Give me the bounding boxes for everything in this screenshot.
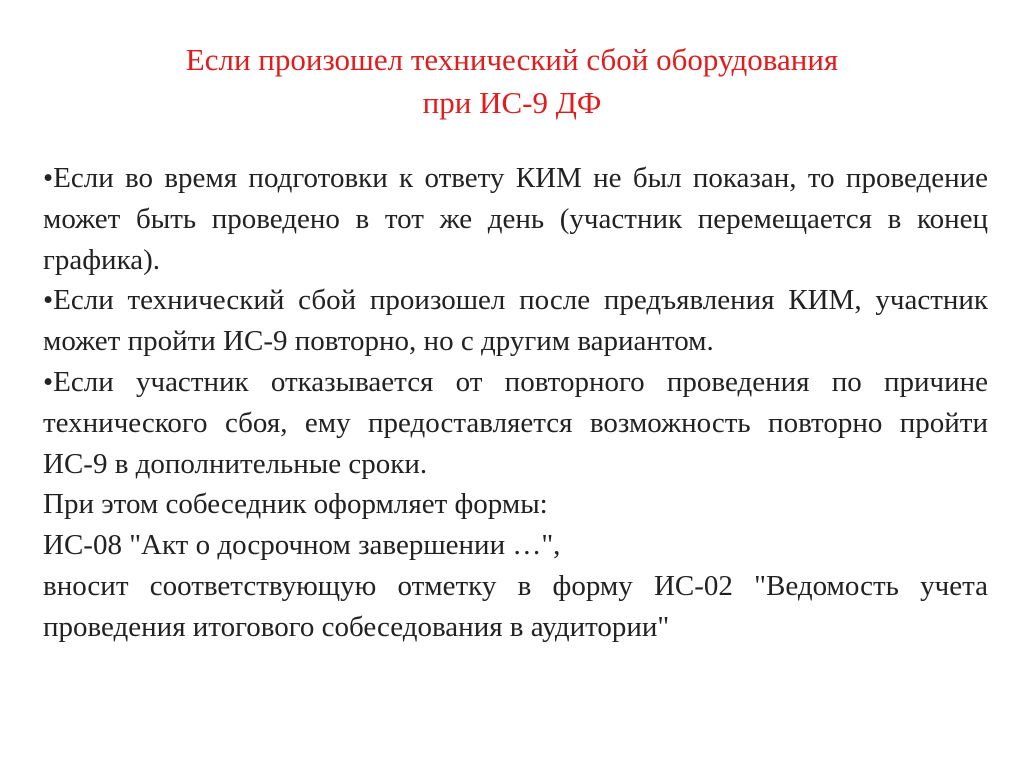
title-line-1: Если произошел технический сбой оборудования [185, 42, 839, 77]
title-line-2: при ИС-9 ДФ [422, 85, 602, 120]
bullet-failure-after-kim: •Если технический сбой произошел после предъявления КИМ, участник может пройти ИС-9 повторно, но с другим вариантом. [43, 284, 988, 358]
forms-intro: При этом собеседник оформляет формы: [43, 488, 548, 521]
slide-body [43, 158, 988, 648]
bullet-kim-not-shown: •Если во время подготовки к ответу КИМ не был показан, то проведение может быть проведено в тот же день (участник перемещается в конец графика). [43, 162, 988, 276]
form-is08: ИС-08 "Акт о досрочном завершении …", [43, 529, 561, 562]
form-is02: вносит соответствующую отметку в форму ИС-02 "Ведомость учета проведения итогового собеседования в аудитории" [43, 569, 988, 643]
bullet-participant-refuses: •Если участник отказывается от повторного проведения по причине технического сбоя, ему предоставляется возможность повторно пройти ИС-9 в дополнительные сроки. [43, 365, 988, 480]
slide-title [0, 38, 1024, 124]
